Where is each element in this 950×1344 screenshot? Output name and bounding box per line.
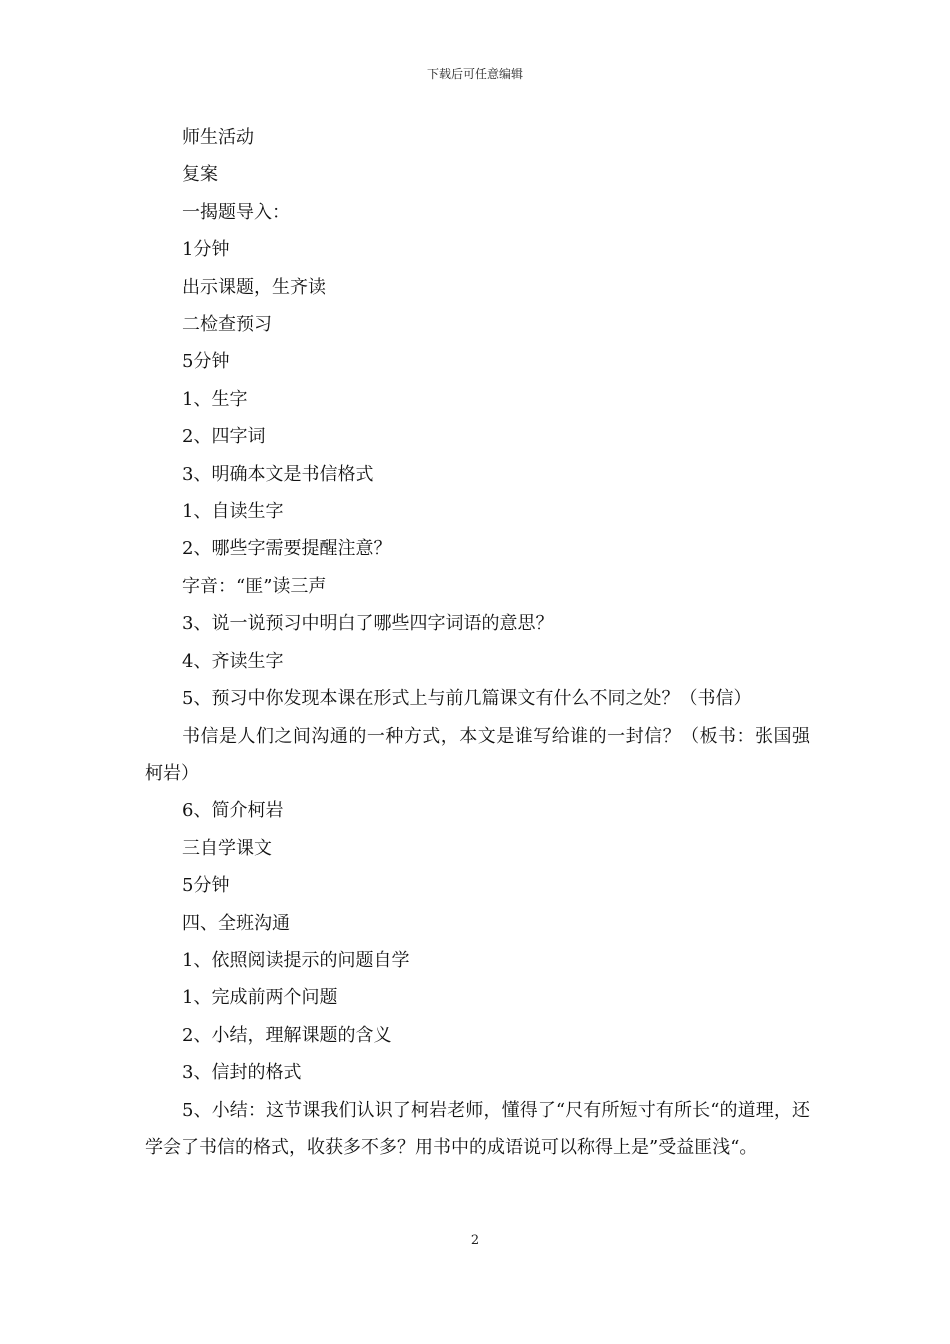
paragraph: 5分钟 bbox=[182, 875, 230, 897]
paragraph: 二检查预习 bbox=[182, 314, 272, 336]
paragraph: 师生活动 bbox=[182, 127, 254, 148]
paragraph: 3、信封的格式 bbox=[182, 1062, 302, 1084]
paragraph: 2、四字词 bbox=[182, 426, 266, 448]
paragraph: 5分钟 bbox=[182, 351, 230, 373]
paragraph: 4、齐读生字 bbox=[182, 650, 284, 672]
paragraph: 2、小结，理解课题的含义 bbox=[182, 1024, 392, 1046]
paragraph: 3、明确本文是书信格式 bbox=[182, 463, 374, 485]
paragraph: 3、说一说预习中明白了哪些四字词语的意思？ bbox=[182, 613, 554, 635]
paragraph: 1、依照阅读提示的问题自学 bbox=[182, 949, 410, 971]
paragraph: 复案 bbox=[182, 164, 218, 186]
paragraph: 5、小结：这节课我们认识了柯岩老师，懂得了“尺有所短寸有所长“的道理，还学会了书信的格式，收获多不多？用书中的成语说可以称得上是”受益匪浅“。 bbox=[145, 1099, 810, 1158]
paragraph: 四、全班沟通 bbox=[182, 912, 290, 934]
document-body bbox=[145, 119, 810, 1166]
paragraph: 三自学课文 bbox=[182, 837, 272, 859]
paragraph: 1、自读生字 bbox=[182, 501, 284, 523]
paragraph: 字音：“匪”读三声 bbox=[182, 575, 327, 597]
paragraph: 1、完成前两个问题 bbox=[182, 987, 338, 1009]
page-number: 2 bbox=[470, 1233, 480, 1248]
paragraph: 书信是人们之间沟通的一种方式，本文是谁写给谁的一封信？（板书：张国强柯岩） bbox=[145, 725, 810, 784]
paragraph: 一揭题导入： bbox=[182, 201, 290, 223]
paragraph: 5、预习中你发现本课在形式上与前几篇课文有什么不同之处？（书信） bbox=[182, 688, 752, 710]
paragraph: 6、简介柯岩 bbox=[182, 800, 284, 822]
paragraph: 2、哪些字需要提醒注意？ bbox=[182, 538, 392, 560]
page-header: 下载后可任意编辑 bbox=[426, 67, 523, 81]
paragraph: 1分钟 bbox=[182, 239, 230, 261]
paragraph: 出示课题，生齐读 bbox=[182, 276, 326, 298]
paragraph: 1、生字 bbox=[182, 388, 248, 410]
